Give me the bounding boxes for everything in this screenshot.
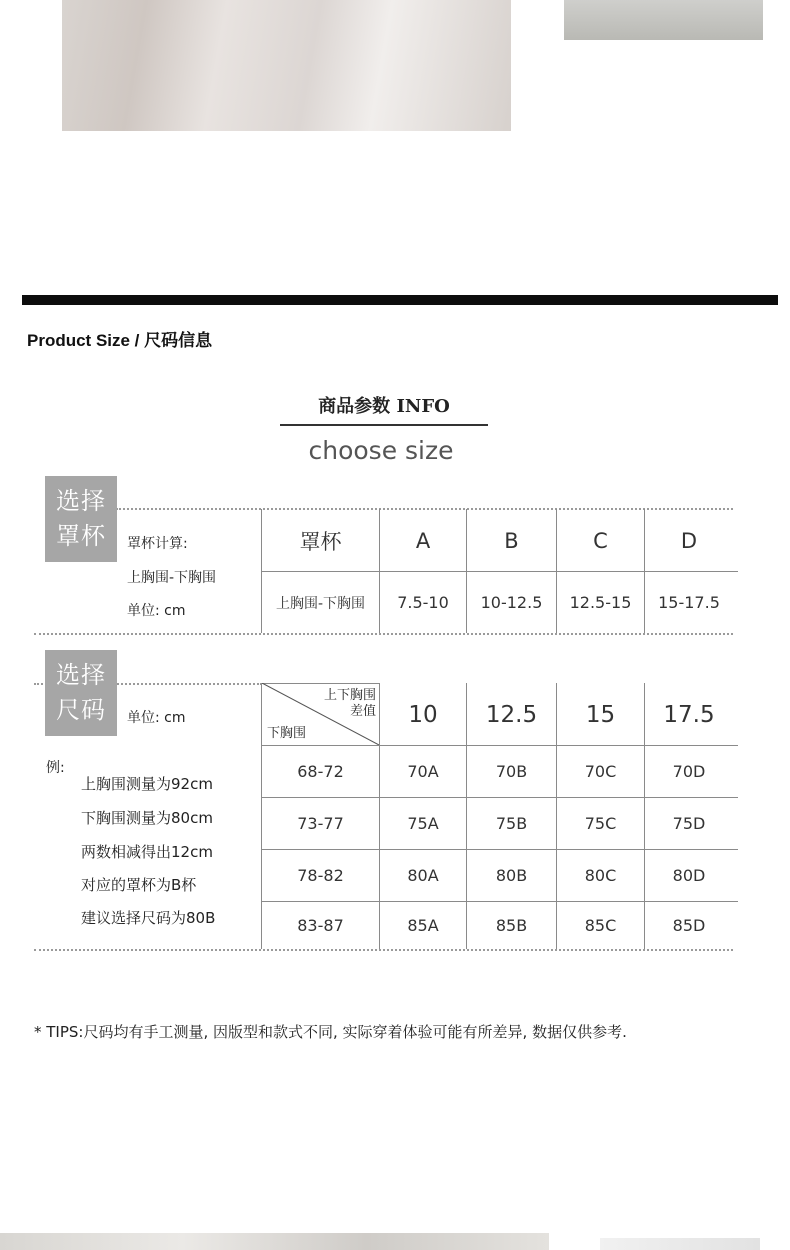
size-row-cell: 75B <box>495 814 528 833</box>
section-divider <box>22 295 778 305</box>
size-row-cell: 75C <box>584 814 617 833</box>
example-label: 例: <box>46 760 65 776</box>
size-header-cell: 17.5 <box>663 701 715 728</box>
cup-header-cell: C <box>593 528 608 553</box>
info-title: 商品参数 INFO <box>318 396 450 417</box>
cup-row-cell: 上胸围-下胸围 <box>275 595 366 612</box>
product-photo-top <box>62 0 511 131</box>
cup-calc-label: 罩杯计算: <box>127 536 188 552</box>
cup-tag <box>45 476 117 562</box>
cup-tag-line2: 罩杯 <box>56 522 106 550</box>
cup-header-cell: D <box>680 528 698 553</box>
size-row-cell: 75A <box>407 814 439 833</box>
example-line: 上胸围测量为92cm <box>81 775 213 793</box>
size-tag-line2: 尺码 <box>56 696 106 724</box>
cup-header-cell: A <box>415 528 431 553</box>
corner-top-line1: 上下胸围 <box>323 688 376 703</box>
cup-header-cell: 罩杯 <box>299 529 342 554</box>
size-header-cell: 12.5 <box>485 701 538 728</box>
example-line: 两数相减得出12cm <box>81 843 213 861</box>
corner-top-label <box>318 688 376 720</box>
choose-size-heading: choose size <box>308 436 454 465</box>
product-photo-bottom-right <box>600 1238 760 1250</box>
product-photo-side <box>564 0 763 40</box>
size-row-cell: 85A <box>407 916 439 935</box>
size-header-cell: 10 <box>408 701 438 728</box>
size-row-cell: 80D <box>672 866 706 885</box>
cup-row-cell: 7.5-10 <box>397 593 449 612</box>
example-line: 对应的罩杯为B杯 <box>81 876 197 894</box>
size-row-cell: 70D <box>672 762 706 781</box>
size-row-cell: 80B <box>495 866 528 885</box>
cup-unit: 单位: cm <box>127 603 186 619</box>
corner-bottom-label: 下胸围 <box>267 726 307 741</box>
size-row-cell: 85D <box>672 916 706 935</box>
cup-bottom-dotted-line <box>34 633 733 635</box>
cup-tag-line1: 选择 <box>56 487 106 515</box>
size-bottom-dotted-line <box>34 949 733 951</box>
size-row-cell: 70A <box>407 762 439 781</box>
corner-top-line2: 差值 <box>349 704 376 719</box>
cup-header-cell: B <box>504 528 519 553</box>
size-row-cell: 80A <box>407 866 439 885</box>
example-line: 下胸围测量为80cm <box>81 809 213 827</box>
size-row-cell: 85C <box>584 916 617 935</box>
cup-row-cell: 12.5-15 <box>569 593 632 612</box>
product-photo-bottom <box>0 1233 549 1250</box>
example-line: 建议选择尺码为80B <box>81 909 216 927</box>
info-underline <box>280 424 488 426</box>
cup-calc-formula: 上胸围-下胸围 <box>127 570 217 586</box>
size-row-cell: 83-87 <box>297 916 344 935</box>
size-row-cell: 73-77 <box>297 814 344 833</box>
size-row-cell: 78-82 <box>297 866 344 885</box>
size-row-cell: 70B <box>495 762 528 781</box>
size-tag-line1: 选择 <box>56 661 106 689</box>
section-title: Product Size / 尺码信息 <box>27 331 213 350</box>
size-header-cell: 15 <box>585 701 616 728</box>
size-unit: 单位: cm <box>127 710 186 726</box>
size-tag <box>45 650 117 736</box>
cup-row-cell: 10-12.5 <box>480 593 543 612</box>
size-row-cell: 75D <box>672 814 706 833</box>
cup-row-cell: 15-17.5 <box>658 593 720 612</box>
size-row-cell: 68-72 <box>297 762 344 781</box>
size-row-cell: 85B <box>495 916 528 935</box>
size-row-cell: 70C <box>584 762 617 781</box>
size-row-cell: 80C <box>584 866 617 885</box>
size-tips-note: * TIPS:尺码均有手工测量, 因版型和款式不同, 实际穿着体验可能有所差异, 数据仅供参考. <box>34 1023 627 1041</box>
